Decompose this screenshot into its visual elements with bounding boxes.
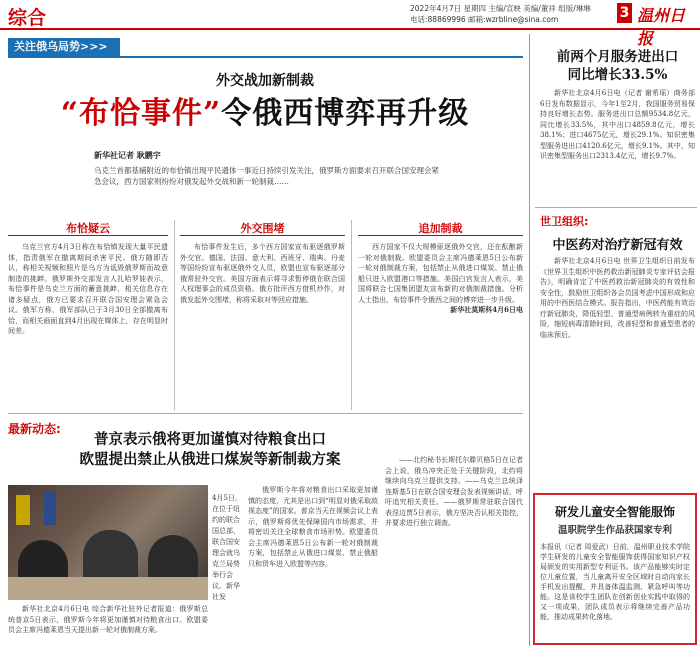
column-3-text: 西方国家不仅大规模驱逐俄外交官，还在酝酿新一轮对俄制裁。欧盟委员会主席冯德莱恩5日公布新一轮对俄制裁方案，包括禁止从俄进口煤炭、禁止俄船只进入欧盟港口等措施。美国白宫发言人表示，美国将联合七国集团盟友宣布新的对俄制裁措施。分析人士指出，布恰事件令俄西之间的博弈进一步升级。 [358,243,523,304]
photo-caption: 4月5日，在位于纽约的联合国总部，联合国安理会就乌克兰局势举行会议。新华社发 [212,494,242,601]
column-divider [174,220,175,410]
banner-rule [8,56,523,58]
column-2-text: 布恰事件发生后，多个西方国家宣布驱逐俄罗斯外交官。德国、法国、意大利、西班牙、瑞典、丹麦等国纷纷宣布驱逐俄外交人员，欧盟也宣布驱逐部分俄常驻外交官。美国方面表示将寻求暂停俄在联合国人权理事会的成员资格。俄方批评西方借机炒作，对俄发起外交围堵，称将采取对等回应措施。 [180,243,345,304]
main-headline [0,88,530,132]
dateline-signature: 新华社莫斯科4月6日电 [450,305,523,314]
secondary-headline [50,430,370,470]
secondary-headline-line-2: 欧盟提出禁止从俄进口煤炭等新制裁方案 [79,451,341,468]
right-column-divider [529,34,530,646]
boxed-headline: 研发儿童安全智能服饰 [554,505,675,519]
dateline-contact: 电话:88869996 邮箱:wzrbline@sina.com [410,15,559,24]
who-tag: 世卫组织: [540,215,589,228]
story-lead: 乌克兰首都基辅附近的布恰镇出现平民遗体一事近日持续引发关注，俄罗斯方面要求召开联合国安理会紧急会议，西方国家则纷纷对俄发起外交战和新一轮制裁…… [94,166,439,186]
column-divider [351,220,352,410]
trade-story-text: 新华社北京4月6日电（记者 谢希瑶）商务部6日发布数据显示，今年1至2月，我国服务贸易保持良好增长态势。服务进出口总额9534.8亿元，同比增长33.5%，其中出口4859.8亿元，增长38.1%；进口4675亿元，增长29.1%。知识密集型服务进出口4120.6亿元，增长9.1%。其中，知识密集型服务出口2313.4亿元，增长9.7%。 [540,89,695,160]
headline-rest: 令俄西博弈再升级 [221,96,470,131]
dateline [410,3,615,25]
secondary-headline-line-1: 普京表示俄将更加谨慎对待粮食出口 [94,431,326,448]
trade-story-body [540,88,695,206]
story-column-2 [180,242,345,407]
news-column-1-text: 新华社北京4月6日电 综合新华社驻外记者报道：俄罗斯总统普京5日表示，俄罗斯今年将更加谨慎对待粮食出口。欧盟委员会主席冯德莱恩当天提出新一轮对俄制裁方案。 [8,605,208,634]
right-divider [535,207,697,208]
headline-quoted: “布恰事件” [60,96,222,131]
highlighted-story-box [533,493,697,645]
news-column-2 [248,485,378,645]
news-column-2-text: 俄罗斯今年将对粮食出口采取更加谨慎的态度，尤其是出口到“明显对俄采取敌视态度”的国家。普京当天在视频会议上表示，俄罗斯将优先保障国内市场需求，并将密切关注全球粮食市场形势。欧盟委员会主席冯德莱恩5日公布新一轮对俄制裁方案，包括禁止从俄进口煤炭、禁止俄船只和货车进入欧盟等内容。 [248,486,378,568]
dateline-info: 2022年4月7日 星期四 主编/宣映 美编/董祥 组版/琳琳 [410,4,591,13]
news-column-3 [385,455,523,645]
subhead-diplomatic-siege: 外交围堵 [180,220,345,236]
news-photo [8,485,208,600]
newspaper-logo: 温州日报 [637,6,686,48]
section-divider [8,413,523,414]
trade-headline [540,48,695,84]
boxed-subhead: 温职院学生作品获国家专利 [557,525,672,536]
news-column-1 [8,604,208,646]
trade-headline-line-1: 前两个月服务进出口 [556,49,679,65]
latest-news-tag: 最新动态: [8,422,61,436]
trade-headline-line-2: 同比增长33.5% [567,67,668,83]
story-column-1 [8,242,168,407]
section-title: 综合 [8,7,47,29]
subhead-bucha-doubt: 布恰疑云 [8,220,168,236]
story-kicker: 外交战加新制裁 [216,73,314,89]
tcm-headline: 中医药对治疗新冠有效 [552,238,683,253]
boxed-body: 本报讯（记者 周爱武）日前，温州职业技术学院学生研发的儿童安全智能服饰获得国家知识产权局颁发的实用新型专利证书。该产品能够实时定位儿童位置，当儿童离开安全区域时自动向家长手机发出提醒，并具备体温监测、紧急呼叫等功能。这是该校学生团队在创新创业实践中取得的又一项成果，团队成员表示将继续完善产品功能，推动成果转化落地。 [540,543,690,621]
tcm-story-body [540,256,695,484]
page-number: 3 [617,3,632,23]
topic-banner: 关注俄乌局势>>> [8,38,120,56]
column-1-text: 乌克兰官方4月3日称在布恰镇发现大量平民遗体，指责俄军在撤离期间杀害平民。俄方随即否认，称相关视频和照片是乌方为诋毁俄罗斯而故意制造的挑衅。俄罗斯外交部发言人扎哈罗娃表示，布恰事件是乌克兰方面的蓄意挑衅，相关信息存在诸多疑点，俄方已要求召开联合国安理会紧急会议。俄军方称，俄军部队已于3月30日全部撤离布恰，而相关画面直到4月出现在媒体上，存在明显时间差。 [8,243,168,335]
tcm-story-text: 新华社北京4月6日电 世界卫生组织日前发布《世界卫生组织中医药救治新冠肺炎专家评估会报告》，明确肯定了中医药救治新冠肺炎的有效性和安全性，鼓励世卫组织各会员国考虑中国形成和应用的中西医结合模式。报告指出，中医药能有效治疗新冠肺炎，降低轻型、普通型病例转为重症的风险，缩短病毒清除时间，改善轻型和普通型患者的临床预后。 [540,257,695,339]
story-column-3 [358,242,523,407]
news-column-3-text: ——北约秘书长斯托尔滕贝格5日在记者会上说，俄乌冲突正处于关键阶段，北约将继续向乌克兰提供支持。——乌克兰总统泽连斯基5日在联合国安理会发表视频讲话，呼吁追究相关责任。——俄罗斯常驻联合国代表涅边贾5日表示，俄方坚决否认相关指控，并要求进行独立调查。 [385,456,523,527]
subhead-extra-sanctions: 追加制裁 [358,220,523,236]
byline: 新华社记者 耿鹏宇 [94,150,161,160]
